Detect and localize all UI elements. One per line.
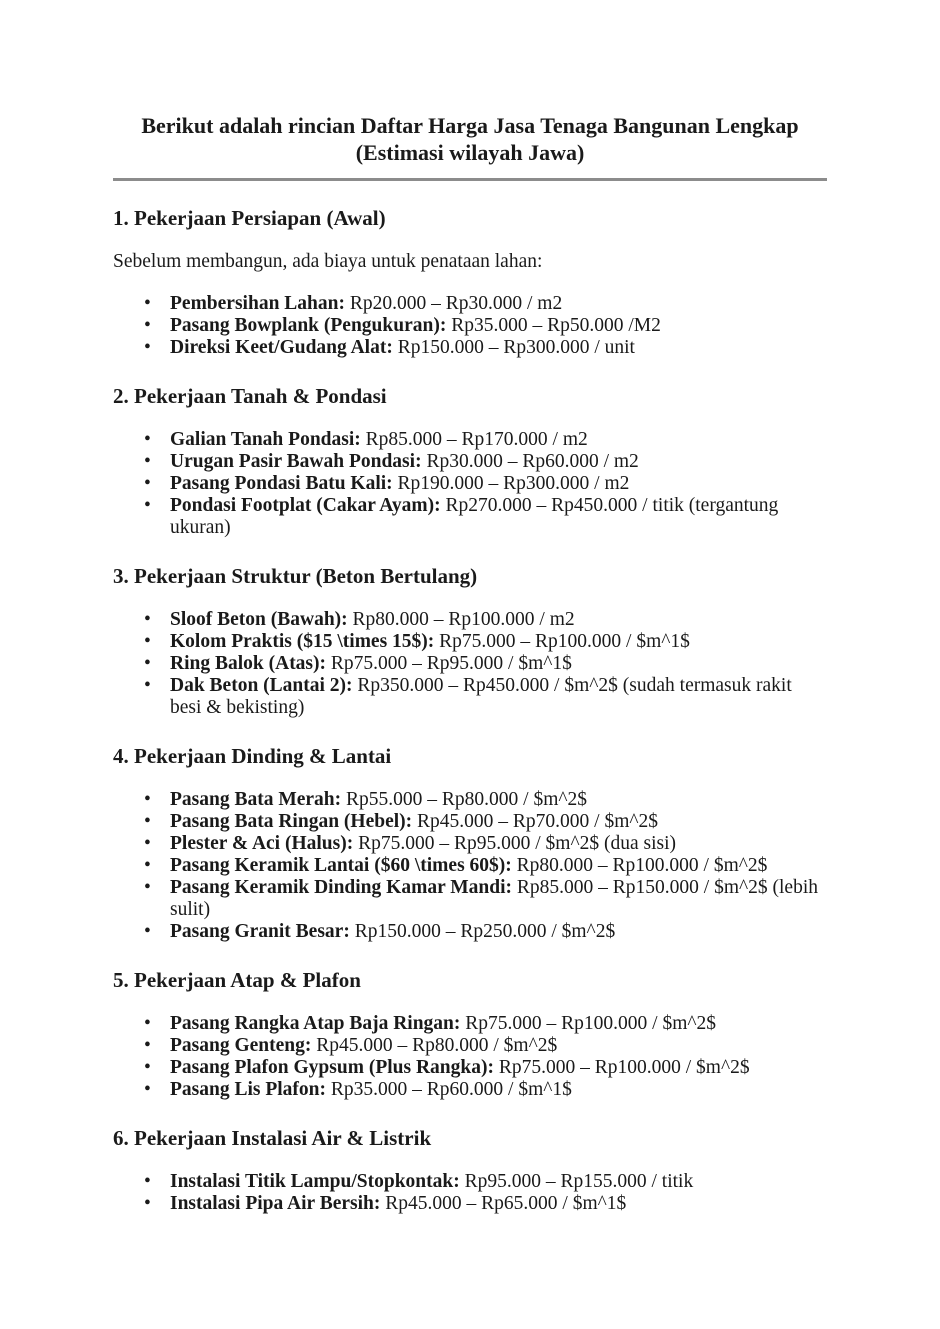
section-heading: 2. Pekerjaan Tanah & Pondasi [113,384,387,408]
item-label: Pasang Bata Merah: [170,789,342,810]
price-list-item [113,1035,827,1057]
item-label: Pasang Keramik Dinding Kamar Mandi: [170,877,513,898]
sections-container [113,205,827,1215]
price-list-item [113,855,827,877]
price-list-item [113,653,827,675]
item-label: Pembersihan Lahan: [170,293,345,314]
price-list-item [113,1193,827,1215]
item-label: Pasang Keramik Lantai ($60 \times 60$): [170,855,512,876]
bullet-icon: • [144,631,151,652]
item-price: Rp20.000 – Rp30.000 / m2 [344,293,563,314]
item-label: Urugan Pasir Bawah Pondasi: [170,451,422,472]
price-section [113,743,827,943]
item-price: Rp45.000 – Rp70.000 / $m^2$ [412,811,659,832]
price-section [113,205,827,359]
item-label: Instalasi Titik Lampu/Stopkontak: [170,1171,460,1192]
section-heading: 5. Pekerjaan Atap & Plafon [113,968,361,992]
item-label: Pasang Pondasi Batu Kali: [170,473,393,494]
item-label: Galian Tanah Pondasi: [170,429,361,450]
price-list-item [113,789,827,811]
price-list-item [113,1171,827,1193]
price-list-item [113,877,827,921]
bullet-icon: • [144,877,151,898]
price-section [113,563,827,719]
price-list-item [113,473,827,495]
price-list [113,429,827,539]
item-price: Rp45.000 – Rp80.000 / $m^2$ [311,1035,558,1056]
section-heading: 3. Pekerjaan Struktur (Beton Bertulang) [113,564,478,588]
bullet-icon: • [144,451,151,472]
bullet-icon: • [144,429,151,450]
item-price: Rp35.000 – Rp60.000 / $m^1$ [326,1079,572,1100]
price-list-item [113,495,827,539]
price-section [113,967,827,1101]
price-list-item [113,429,827,451]
section-heading: 6. Pekerjaan Instalasi Air & Listrik [113,1126,432,1150]
price-list-item [113,921,827,943]
horizontal-rule [113,178,827,181]
item-price: Rp85.000 – Rp170.000 / m2 [360,429,588,450]
document-title-line1: Berikut adalah rincian Daftar Harga Jasa Tenaga Bangunan Lengkap [141,113,799,138]
item-price: Rp85.000 – Rp150.000 / $m^2$ (lebih sulit) [170,877,818,920]
bullet-icon: • [144,1035,151,1056]
document-title-line2: (Estimasi wilayah Jawa) [355,140,585,165]
item-price: Rp75.000 – Rp95.000 / $m^1$ [326,653,572,674]
price-list-item [113,1079,827,1101]
item-label: Ring Balok (Atas): [170,653,327,674]
bullet-icon: • [144,653,151,674]
price-list-item [113,315,827,337]
item-label: Pasang Rangka Atap Baja Ringan: [170,1013,461,1034]
item-price: Rp270.000 – Rp450.000 / titik (tergantung ukuran) [170,495,779,538]
price-section [113,383,827,539]
item-label: Plester & Aci (Halus): [170,833,354,854]
bullet-icon: • [144,315,151,336]
item-price: Rp35.000 – Rp50.000 /M2 [446,315,661,336]
price-list-item [113,833,827,855]
item-label: Instalasi Pipa Air Bersih: [170,1193,381,1214]
bullet-icon: • [144,473,151,494]
price-list [113,293,827,359]
section-intro: Sebelum membangun, ada biaya untuk penataan lahan: [113,251,543,272]
price-list-item [113,293,827,315]
item-label: Dak Beton (Lantai 2): [170,675,353,696]
item-label: Pasang Granit Besar: [170,921,350,942]
bullet-icon: • [144,855,151,876]
item-label: Direksi Keet/Gudang Alat: [170,337,393,358]
item-price: Rp75.000 – Rp100.000 / $m^1$ [434,631,690,652]
bullet-icon: • [144,609,151,630]
bullet-icon: • [144,293,151,314]
item-label: Pasang Bata Ringan (Hebel): [170,811,413,832]
price-list-item [113,1013,827,1035]
item-price: Rp350.000 – Rp450.000 / $m^2$ (sudah termasuk rakit besi & bekisting) [170,675,792,718]
item-price: Rp75.000 – Rp100.000 / $m^2$ [460,1013,717,1034]
document-title [113,112,827,166]
price-list-item [113,337,827,359]
item-label: Pasang Plafon Gypsum (Plus Rangka): [170,1057,494,1078]
bullet-icon: • [144,1057,151,1078]
item-price: Rp95.000 – Rp155.000 / titik [459,1171,694,1192]
price-list-item [113,811,827,833]
item-price: Rp80.000 – Rp100.000 / $m^2$ [511,855,768,876]
item-price: Rp75.000 – Rp100.000 / $m^2$ [493,1057,750,1078]
price-list [113,1171,827,1215]
section-heading: 1. Pekerjaan Persiapan (Awal) [113,206,386,230]
item-price: Rp75.000 – Rp95.000 / $m^2$ (dua sisi) [353,833,677,854]
item-price: Rp190.000 – Rp300.000 / m2 [392,473,630,494]
item-label: Pasang Bowplank (Pengukuran): [170,315,447,336]
item-label: Sloof Beton (Bawah): [170,609,348,630]
item-price: Rp150.000 – Rp250.000 / $m^2$ [349,921,616,942]
price-list-item [113,675,827,719]
bullet-icon: • [144,789,151,810]
item-label: Pasang Genteng: [170,1035,312,1056]
item-price: Rp150.000 – Rp300.000 / unit [392,337,635,358]
bullet-icon: • [144,337,151,358]
bullet-icon: • [144,833,151,854]
item-price: Rp30.000 – Rp60.000 / m2 [421,451,639,472]
price-list-item [113,609,827,631]
item-price: Rp80.000 – Rp100.000 / m2 [347,609,575,630]
bullet-icon: • [144,1013,151,1034]
price-list-item [113,631,827,653]
bullet-icon: • [144,675,151,696]
section-heading: 4. Pekerjaan Dinding & Lantai [113,744,392,768]
item-label: Kolom Praktis ($15 \times 15$): [170,631,435,652]
bullet-icon: • [144,1171,151,1192]
bullet-icon: • [144,1193,151,1214]
price-list [113,789,827,943]
price-list-item [113,1057,827,1079]
bullet-icon: • [144,1079,151,1100]
bullet-icon: • [144,811,151,832]
item-price: Rp45.000 – Rp65.000 / $m^1$ [380,1193,627,1214]
price-list [113,609,827,719]
price-list [113,1013,827,1101]
item-label: Pondasi Footplat (Cakar Ayam): [170,495,441,516]
price-list-item [113,451,827,473]
bullet-icon: • [144,495,151,516]
item-label: Pasang Lis Plafon: [170,1079,327,1100]
price-section [113,1125,827,1215]
bullet-icon: • [144,921,151,942]
item-price: Rp55.000 – Rp80.000 / $m^2$ [341,789,588,810]
